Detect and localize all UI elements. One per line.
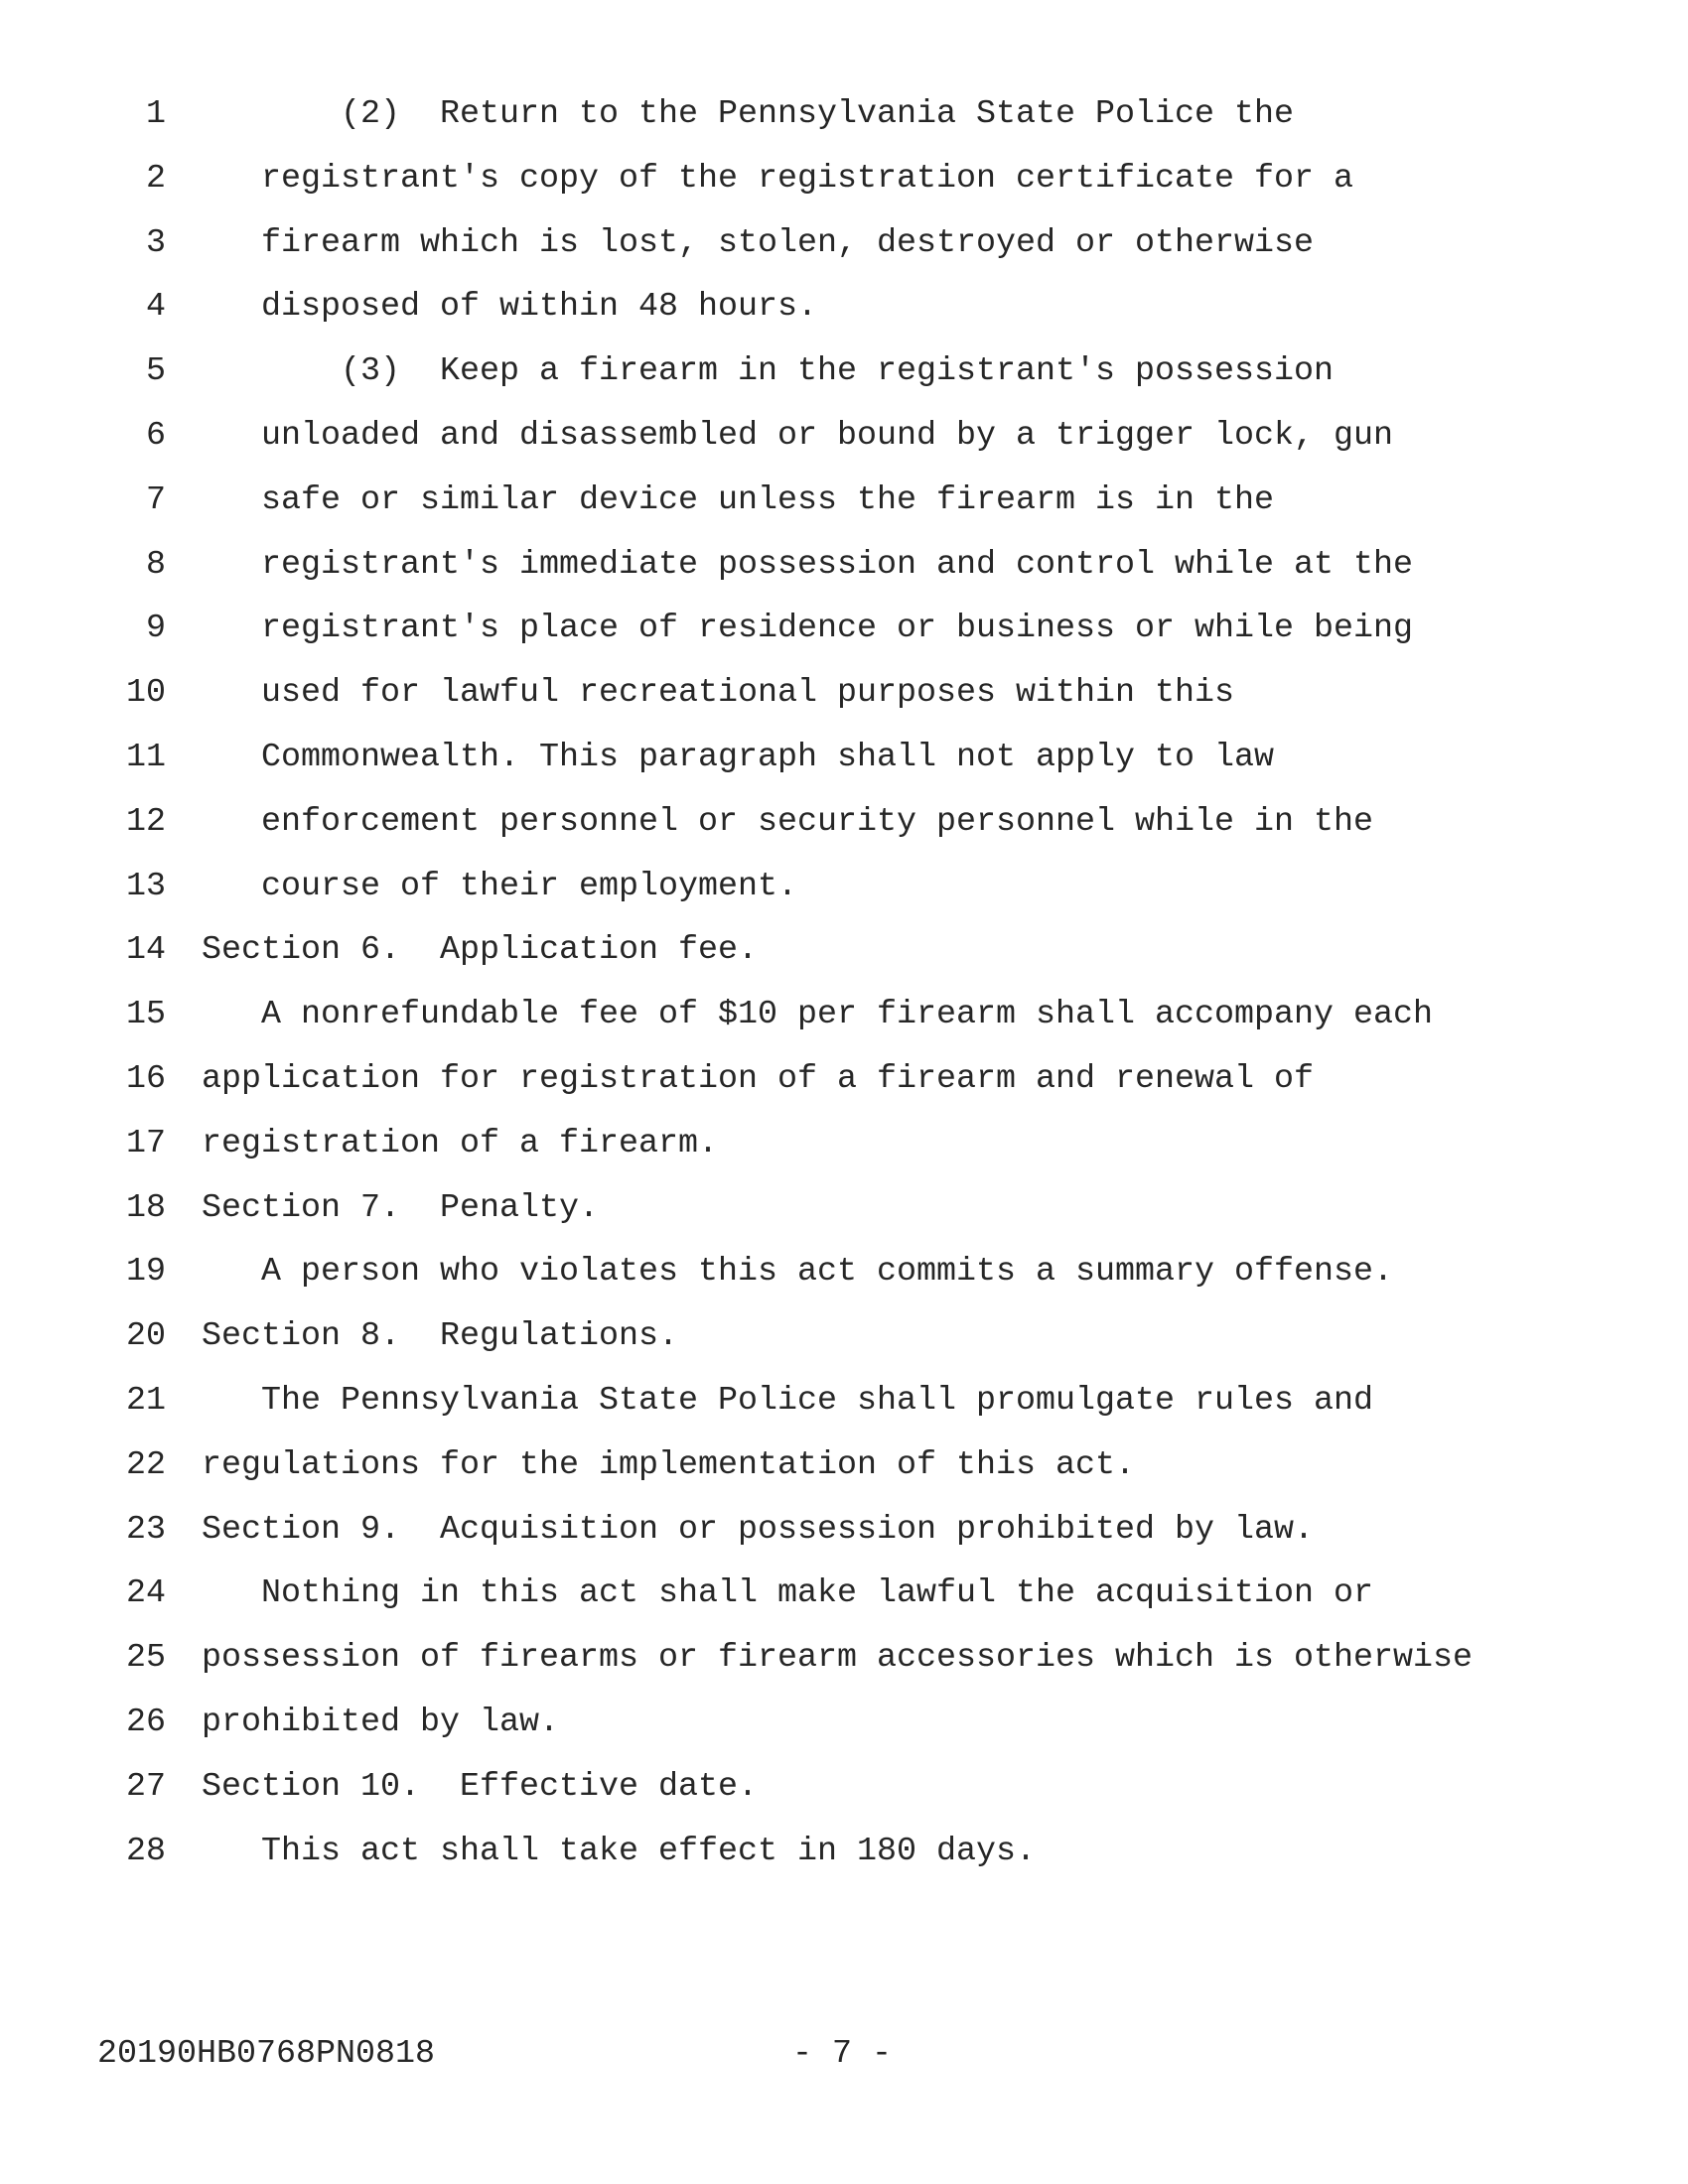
document-line: [0, 288, 1688, 355]
document-line: [0, 996, 1688, 1063]
line-number: 24: [125, 1574, 166, 1613]
line-text: Section 8. Regulations.: [202, 1317, 679, 1356]
line-text: registrant's place of residence or business or while being: [202, 610, 1414, 648]
line-number: 16: [125, 1060, 166, 1098]
line-number: 27: [125, 1767, 166, 1806]
line-text: registration of a firearm.: [202, 1124, 719, 1162]
document-line: [0, 1832, 1688, 1900]
line-text: Section 7. Penalty.: [202, 1188, 600, 1227]
line-number: 23: [125, 1510, 166, 1549]
document-line: [0, 417, 1688, 484]
line-text: This act shall take effect in 180 days.: [202, 1832, 1037, 1870]
line-text: Section 10. Effective date.: [202, 1767, 759, 1806]
line-number: 19: [125, 1253, 166, 1292]
document-line: [0, 1317, 1688, 1385]
line-number: 4: [145, 288, 166, 327]
footer-page-number: - 7 -: [792, 2035, 893, 2073]
line-text: used for lawful recreational purposes within this: [202, 674, 1235, 713]
document-line: [0, 1574, 1688, 1642]
line-number: 3: [145, 223, 166, 262]
line-number: 15: [125, 996, 166, 1034]
document-line: [0, 1510, 1688, 1578]
line-text: unloaded and disassembled or bound by a trigger lock, gun: [202, 417, 1394, 455]
line-text: (2) Return to the Pennsylvania State Police the: [202, 95, 1295, 133]
line-text: (3) Keep a firearm in the registrant's possession: [202, 352, 1335, 391]
document-line: [0, 95, 1688, 163]
document-line: [0, 1639, 1688, 1706]
line-number: 22: [125, 1445, 166, 1484]
line-number: 6: [145, 417, 166, 455]
line-text: firearm which is lost, stolen, destroyed or otherwise: [202, 223, 1315, 262]
line-text: A person who violates this act commits a summary offense.: [202, 1253, 1394, 1292]
line-text: disposed of within 48 hours.: [202, 288, 818, 327]
document-line: [0, 931, 1688, 999]
document-line: [0, 1188, 1688, 1257]
line-text: enforcement personnel or security personnel while in the: [202, 802, 1374, 841]
line-number: 14: [125, 931, 166, 970]
document-line: [0, 1124, 1688, 1192]
line-number: 11: [125, 739, 166, 776]
document-line: [0, 867, 1688, 935]
line-text: prohibited by law.: [202, 1704, 560, 1741]
document-line: [0, 802, 1688, 871]
line-number: 20: [125, 1317, 166, 1356]
line-text: course of their employment.: [202, 867, 798, 905]
line-text: application for registration of a firearm and renewal of: [202, 1060, 1315, 1098]
document-line: [0, 1445, 1688, 1514]
line-text: regulations for the implementation of this act.: [202, 1445, 1136, 1484]
line-number: 10: [125, 674, 166, 713]
line-number: 17: [125, 1124, 166, 1162]
line-number: 18: [125, 1188, 166, 1227]
line-number: 2: [145, 159, 166, 198]
line-text: registrant's copy of the registration certificate for a: [202, 159, 1354, 198]
document-line: [0, 480, 1688, 549]
document-line: [0, 159, 1688, 227]
line-number: 9: [145, 610, 166, 648]
footer-document-id: 20190HB0768PN0818: [97, 2035, 436, 2073]
line-text: Section 9. Acquisition or possession prohibited by law.: [202, 1510, 1315, 1549]
line-text: Section 6. Application fee.: [202, 931, 759, 970]
line-number: 25: [125, 1639, 166, 1678]
document-line: [0, 545, 1688, 614]
line-number: 21: [125, 1382, 166, 1420]
document-line: [0, 352, 1688, 420]
line-text: Commonwealth. This paragraph shall not apply to law: [202, 739, 1275, 776]
line-number: 1: [145, 95, 166, 133]
page-footer: [0, 2035, 1688, 2103]
document-line: [0, 1060, 1688, 1128]
document-line: [0, 674, 1688, 742]
document-line: [0, 610, 1688, 677]
line-text: registrant's immediate possession and control while at the: [202, 545, 1414, 584]
document-line: [0, 739, 1688, 806]
line-number: 8: [145, 545, 166, 584]
document-line: [0, 1382, 1688, 1449]
line-text: The Pennsylvania State Police shall promulgate rules and: [202, 1382, 1374, 1420]
document-line: [0, 1706, 1688, 1771]
line-text: possession of firearms or firearm accessories which is otherwise: [202, 1639, 1474, 1678]
line-number: 28: [125, 1832, 166, 1870]
line-text: Nothing in this act shall make lawful the acquisition or: [202, 1574, 1374, 1613]
line-number: 7: [145, 480, 166, 519]
line-number: 12: [125, 802, 166, 841]
line-number: 26: [125, 1704, 166, 1741]
line-number: 5: [145, 352, 166, 391]
document-line: [0, 223, 1688, 292]
line-text: A nonrefundable fee of $10 per firearm shall accompany each: [202, 996, 1434, 1034]
document-line: [0, 1253, 1688, 1320]
line-number: 13: [125, 867, 166, 905]
document-line: [0, 1767, 1688, 1836]
line-text: safe or similar device unless the firearm is in the: [202, 480, 1275, 519]
